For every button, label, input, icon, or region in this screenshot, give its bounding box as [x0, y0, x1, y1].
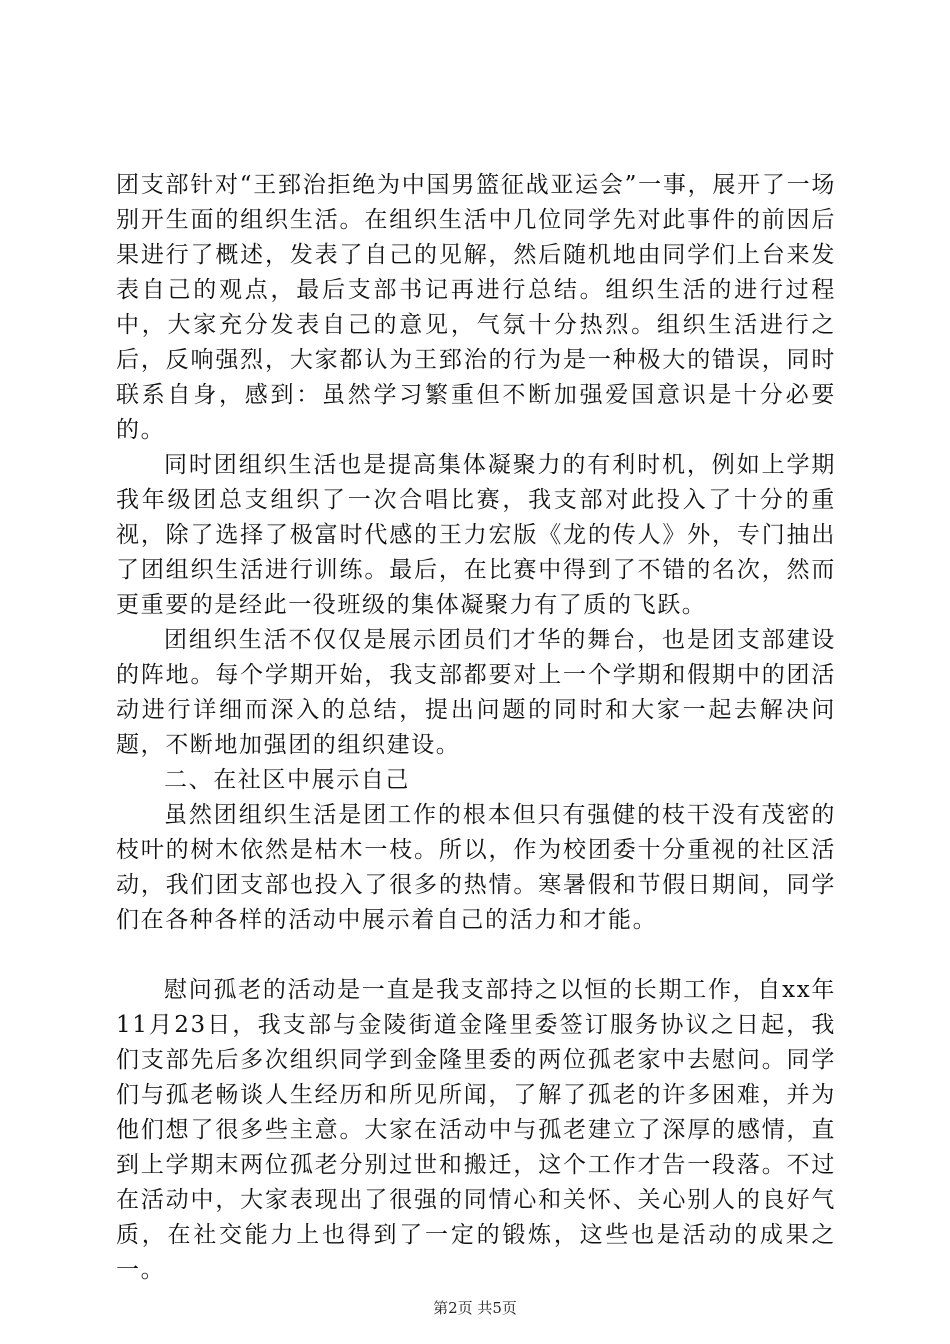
section-heading-community: 二、在社区中展示自己 [164, 767, 410, 793]
paragraph-community-activities: 虽然团组织生活是团工作的根本但只有强健的枝干没有茂密的枝叶的树木依然是枯木一枝。所以，作为校团委十分重视的社区活动，我们团支部也投入了很多的热情。寒暑假和节假日期间，同学们在各种各样的活动中展示着自己的活力和才能。 [116, 802, 836, 933]
paragraph-choir-competition: 同时团组织生活也是提高集体凝聚力的有利时机，例如上学期我年级团总支组织了一次合唱比赛，我支部对此投入了十分的重视，除了选择了极富时代感的王力宏版《龙的传人》外，专门抽出了团组织生活进行训练。最后，在比赛中得到了不错的名次，然而更重要的是经此一役班级的集体凝聚力有了质的飞跃。 [116, 452, 836, 618]
page-number-footer: 第2页 共5页 [433, 1299, 517, 1317]
paragraph-organization-life: 团支部针对“王郅治拒绝为中国男篮征战亚运会”一事，展开了一场别开生面的组织生活。在组织生活中几位同学先对此事件的前因后果进行了概述，发表了自己的见解，然后随机地由同学们上台来发表自己的观点，最后支部书记再进行总结。组织生活的进行过程中，大家充分发表自己的意见，气氛十分热烈。组织生活进行之后，反响强烈，大家都认为王郅治的行为是一种极大的错误，同时联系自身，感到：虽然学习繁重但不断加强爱国意识是十分必要的。 [116, 172, 836, 443]
document-body [116, 168, 836, 1288]
paragraph-organization-building: 团组织生活不仅仅是展示团员们才华的舞台，也是团支部建设的阵地。每个学期开始，我支部都要对上一个学期和假期中的团活动进行详细而深入的总结，提出问题的同时和大家一起去解决问题，不断地加强团的组织建设。 [116, 627, 836, 758]
paragraph-elderly-visits: 慰问孤老的活动是一直是我支部持之以恒的长期工作，自xx年11月23日，我支部与金陵街道金隆里委签订服务协议之日起，我们支部先后多次组织同学到金隆里委的两位孤老家中去慰问。同学们与孤老畅谈人生经历和所见所闻，了解了孤老的许多困难，并为他们想了很多些主意。大家在活动中与孤老建立了深厚的感情，直到上学期末两位孤老分别过世和搬迁，这个工作才告一段落。不过在活动中，大家表现出了很强的同情心和关怀、关心别人的良好气质，在社交能力上也得到了一定的锻炼，这些也是活动的成果之一。 [116, 977, 836, 1283]
